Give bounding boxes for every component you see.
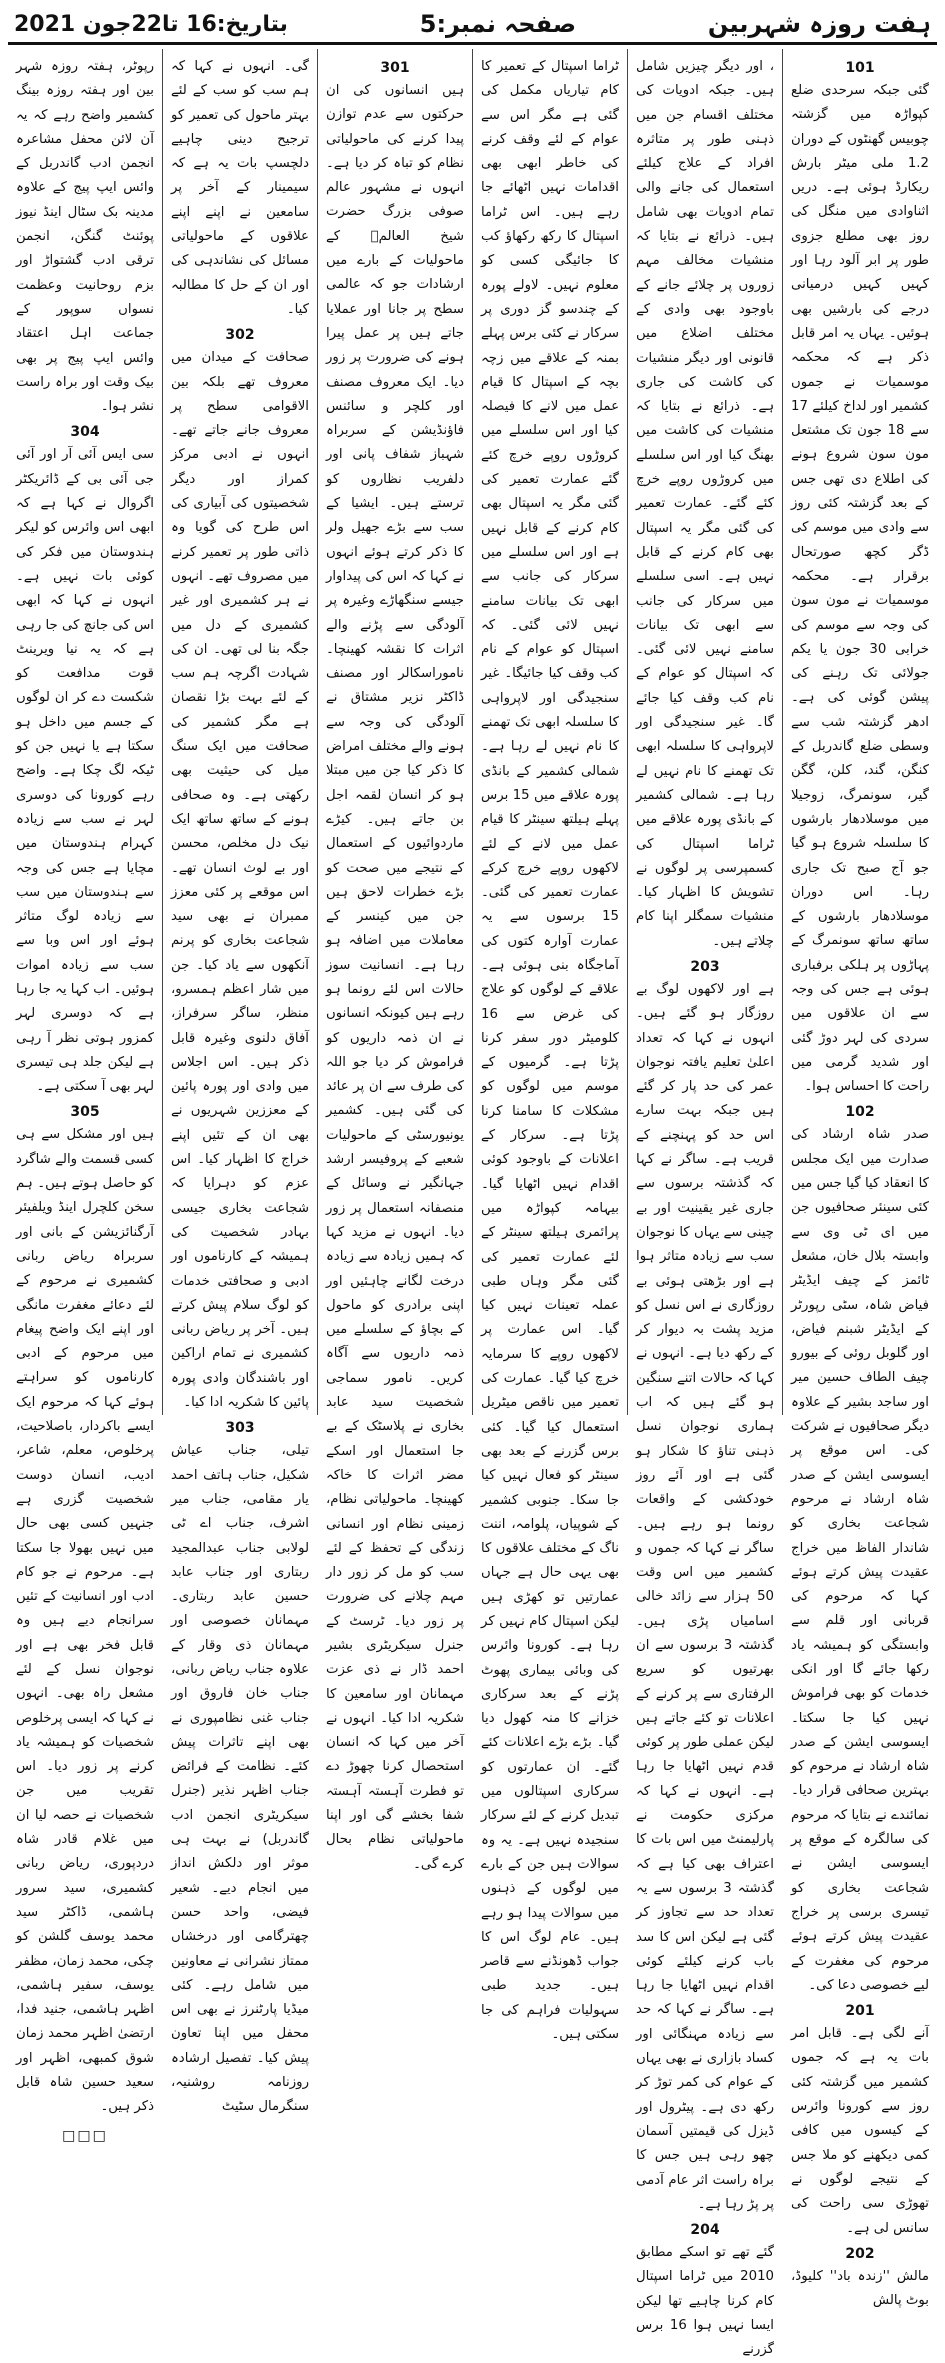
column-5 [162, 49, 317, 2115]
article-paragraph: ٹراما اسپتال کے تعمیر کا کام تیاریاں مکمل کی گئی ہے مگر اس سے عوام کے لئے وقف کرنے کی خاطر ابھی بھی اقدامات نہیں اٹھائے جا رہے ہیں۔ اس ٹراما اسپتال کا رکھ رکھاؤ کب کا جائیگی کسی کو معلوم نہیں۔ لاولے پورہ کے چندسو گز دوری پر سرکار نے کئی برس پہلے بمنہ کے علاقے میں زچہ بچہ کے اسپتال کا قیام عمل میں لانے کا فیصلہ کیا اور اس سلسلے میں کروڑوں روپے خرچ کئے گئے عمارت تعمیر کی گئی مگر یہ اسپتال بھی کام کرنے کے قابل نہیں ہے اور اس سلسلے میں سرکار کی جانب سے ابھی تک بیانات سامنے نہیں لائی گئی۔ کہ اسپتال کو عوام کے نام کب وقف کیا جائیگا۔ غیر سنجیدگی اور لاپرواہی کا سلسلہ ابھی تک تھمنے کا نام نہیں لے رہا ہے۔ شمالی کشمیر کے بانڈی پورہ علاقے میں 15 برس پہلے ہیلتھ سینٹر کا قیام عمل میں لانے کے لئے لاکھوں روپے خرچ کرکے عمارت تعمیر کی گئی۔ 15 برسوں سے یہ عمارت آوارہ کتوں کی آماجگاہ بنی ہوئی ہے۔ علاقے کے لوگوں کو علاج کی غرض سے 16 کلومیٹر دور سفر کرنا پڑتا ہے۔ گرمیوں کے موسم میں لوگوں کو مشکلات کا سامنا کرنا پڑتا ہے۔ سرکار کے اعلانات کے باوجود کوئی اقدام نہیں اٹھایا گیا۔ بیہامہ کپواڑہ میں پرائمری ہیلتھ سینٹر کے لئے عمارت تعمیر کی گئی مگر وہاں طبی عملہ تعینات نہیں کیا گیا۔ اس عمارت پر لاکھوں روپے کا سرمایہ خرچ کیا گیا۔ عمارت کی تعمیر میں ناقص میٹریل استعمال کیا گیا۔ کئی برس گزرنے کے بعد بھی سینٹر کو فعال نہیں کیا جا سکا۔ جنوبی کشمیر کے شوپیاں، پلوامہ، اننت ناگ کے مختلف علاقوں کا بھی یہی حال ہے جہاں عمارتیں تو کھڑی ہیں لیکن اسپتال کام نہیں کر رہا ہے۔ کورونا وائرس کی وبائی بیماری پھوٹ پڑنے کے بعد سرکاری خزانے کا منہ کھول دیا گیا۔ بڑے بڑے اعلانات کئے گئے۔ ان عمارتوں کو سرکاری اسپتالوں میں تبدیل کرنے کے لئے سرکار سنجیدہ نہیں ہے۔ یہ وہ سوالات ہیں جن کے بارے میں لوگوں کے ذہنوں میں سوالات پیدا ہو رہے ہیں۔ عام لوگ اس کا جواب ڈھونڈنے سے قاصر ہیں۔ جدید طبی سہولیات فراہم کی جا سکتی ہیں۔ [481, 59, 619, 2043]
article-paragraph: ہیں انسانوں کی ان حرکتوں سے عدم توازن پیدا کرنے کی ماحولیاتی نظام کو تباہ کر دیا ہے۔ انہوں نے مشہور عالم صوفی بزرگ حضرت شیخ العالمؒ کے ماحولیات کے بارے میں ارشادات جو کہ عالمی سطح پر جانا اور عملایا جاتے ہیں پر عمل پیرا ہونے کی ضرورت پر زور دیا۔ ایک معروف مصنف اور کلچر و سائنس فاؤنڈیشن کے سربراہ شہباز شفاف پانی اور دلفریب نظاروں کو ترستے ہیں۔ ایشیا کے سب سے بڑے جھیل ولر کا ذکر کرتے ہوئے انہوں نے کہا کہ اس کی پیداوار جیسے سنگھاڑے وغیرہ پر آلودگی سے پڑنے والے اثرات کا نقشہ کھینچا۔ ناموراسکالر اور مصنف ڈاکٹر نزیر مشتاق نے آلودگی کی وجہ سے ہونے والے مختلف امراض کا ذکر کیا جن میں مبتلا ہو کر انسان لقمہ اجل بن جاتے ہیں۔ کیڑے ماردوائیوں کے استعمال کے نتیجے میں صحت کو بڑے خطرات لاحق ہیں جن میں کینسر کے معاملات میں اضافہ ہو رہا ہے۔ انسانیت سوز حالات اس لئے رونما ہو رہے ہیں کیونکہ انسانوں نے ان ذمہ داریوں کو فراموش کر دیا جو اللہ کی طرف سے ان پر عائد کی گئی ہیں۔ کشمیر یونیورسٹی کے ماحولیات شعبے کے پروفیسر ارشد جہانگیر نے وسائل کے منصفانہ استعمال پر زور دیا۔ انہوں نے مزید کہا کہ ہمیں زیادہ سے زیادہ درخت لگانے چاہئیں اور اپنی برادری کو ماحول کے بچاؤ کے سلسلے میں ذمہ داریوں سے آگاہ کریں۔ نامور سماجی شخصیت سید عابد بخاری نے پلاسٹک کے بے جا استعمال اور اسکے مضر اثرات کا خاکہ کھینچا۔ ماحولیاتی نظام، زمینی نظام اور انسانی زندگی کے تحفظ کے لئے سب کو مل کر زور دار مہم چلانے کی ضرورت پر زور دیا۔ ٹرسٹ کے جنرل سیکریٹری بشیر احمد ڈار نے ذی عزت مہمانان اور سامعین کا شکریہ ادا کیا۔ انہوں نے آخر میں کہا کہ انسان استحصال کرنا چھوڑ دے تو فطرت آہستہ آہستہ شفا بخشے گی اور اپنا ماحولیاتی نظام بحال کرے گی۔ [326, 83, 464, 1872]
section-number: 202 [845, 2245, 875, 2262]
section-number: 301 [380, 60, 410, 76]
article-paragraph: ہے اور لاکھوں لوگ بے روزگار ہو گئے ہیں۔ انہوں نے کہا کہ تعداد اعلیٰ تعلیم یافتہ نوجوان عمر کی حد پار کر گئے ہیں جبکہ بہت سارے اس حد کو پہنچنے کے قریب ہے۔ ساگر نے کہا کہ گذشتہ برسوں سے جاری غیر یقینیت اور بے چینی سے یہاں کا نوجوان سب سے زیادہ متاثر ہوا ہے اور بڑھتی ہوئی بے روزگاری نے اس نسل کو مزید پشت بہ دیوار کر کے رکھ دیا ہے۔ انہوں نے کہا کہ حالات اتنے سنگین ہو گئے ہیں کہ اب ہماری نوجوان نسل ذہنی تناؤ کا شکار ہو گئی ہے اور آئے روز خودکشی کے واقعات رونما ہو رہے ہیں۔ ساگر نے کہا کہ جموں و کشمیر میں اس وقت 50 ہزار سے زائد خالی اسامیاں پڑی ہیں۔ گذشتہ 3 برسوں سے ان بھرتیوں کو سریع الرفتاری سے پر کرنے کے اعلانات تو کئے جاتے ہیں لیکن عملی طور پر کوئی قدم نہیں اٹھایا جا رہا ہے۔ انہوں نے کہا کہ مرکزی حکومت نے پارلیمنٹ میں اس بات کا اعتراف بھی کیا ہے کہ گذشتہ 3 برسوں سے یہ تعداد حد سے تجاوز کر گئی ہے لیکن اس کا سد باب کرنے کیلئے کوئی اقدام نہیں اٹھایا جا رہا ہے۔ ساگر نے کہا کہ حد سے زیادہ مہنگائی اور کساد بازاری نے بھی یہاں کے عوام کی کمر توڑ کر رکھ دی ہے۔ پیٹرول اور ڈیزل کی قیمتیں آسمان چھو رہی ہیں جس کا براہ راست اثر عام آدمی پر پڑ رہا ہے۔ [636, 981, 775, 2212]
article-paragraph: ہیں اور مشکل سے ہی کسی قسمت والے شاگرد کو حاصل ہوتے ہیں۔ ہم سخن کلچرل اینڈ ویلفیئر آرگنائزیشن کے بانی اور سربراہ ریاض ربانی کشمیری نے مرحوم کے لئے دعائے مغفرت مانگی اور اپنے ایک واضح پیغام میں مرحوم کے ادبی کارناموں کو سراہتے ہوئے کہا کہ مرحوم ایک ایسے باکردار، باصلاحیت، پرخلوص، معلم، شاعر، ادیب، انسان دوست شخصیت گزری ہے جنہیں کسی بھی حال میں نہیں بھولا جا سکتا ہے۔ مرحوم نے جو کام ادب اور انسانیت کے تئیں سرانجام دیے ہیں وہ قابل فخر بھی ہے اور نوجوان نسل کے لئے مشعل راہ بھی۔ انہوں نے کہا کہ ایسی پرخلوص شخصیات کو ہمیشہ یاد کرنے پر زور دیا۔ اس تقریب میں جن شخصیات نے حصہ لیا ان میں غلام قادر شاہ دردپوری، ریاض ربانی کشمیری، سید سرور ہاشمی، ڈاکٹر سید محمد یوسف گلشن کو چکی، محمد زمان، مظفر یوسف، سفیر ہاشمی، اظہر ہاشمی، جنید فدا، ارتضیٰ اظہر محمد زمان شوق کمبھی، اظہر اور سعید حسین شاہ قابل ذکر ہیں۔ [16, 1127, 154, 2115]
issue-date: بتاریخ:16 تا22جون 2021 [14, 11, 288, 37]
masthead [8, 6, 937, 45]
article-columns [8, 49, 937, 2358]
article-paragraph: گئے تھے تو اسکے مطابق 2010 میں ٹراما اسپتال کام کرنا چاہیے تھا لیکن ایسا نہیں ہوا 16 برس گزرنے [636, 2245, 774, 2358]
column-2 [627, 49, 782, 2358]
column-6 [8, 49, 162, 2144]
section-number: 101 [845, 60, 875, 76]
page-number: صفحہ نمبر:5 [419, 10, 577, 38]
article-paragraph: رپوٹر، ہفتہ روزہ شہر بین اور ہفتہ روزہ بینگ کشمیر واضح رہے کہ یہ آن لائن محفل مشاعرہ انجمن ادب گاندربل کے وائس ایپ پیج کے علاوہ مدینہ بک سٹال اینڈ نیوز پوئنٹ گنگن، انجمن ترقی ادب گشتواڑ اور بزم روحانیت وعظمت نسواں سوپور کے جماعت اہل اعتقاد وائس ایپ پیج پر بھی بیک وقت اور براہ راست نشر ہوا۔ [16, 59, 154, 415]
section-number: 305 [70, 1104, 100, 1121]
column-4 [317, 49, 472, 1872]
section-number: 304 [70, 424, 100, 441]
publication-title: ہفت روزہ شہربین [707, 10, 931, 38]
section-number: 302 [225, 327, 255, 344]
article-paragraph: صحافت کے میدان میں معروف تھے بلکہ بین الاقوامی سطح پر معروف جانے جاتے تھے۔ انہوں نے ادبی مرکز کمراز اور دیگر شخصیتوں کی آبیاری کی اس طرح کی گویا وہ ذاتی طور پر تعمیر کرنے میں مصروف تھے۔ انہوں نے ہر کشمیری اور غیر کشمیری کے دل میں جگہ بنا لی تھی۔ ان کی شہادت اگرچہ ہم سب کے لئے بہت بڑا نقصان ہے مگر کشمیر کی صحافت میں ایک سنگ میل کی حیثیت بھی رکھتی ہے۔ وہ صحافی ہونے کے ساتھ ساتھ ایک نیک دل مخلص، محسن اور بے لوث انسان تھے۔ اس موقعے پر کئی معزز ممبران نے بھی سید شجاعت بخاری کو پرنم آنکھوں سے یاد کیا۔ جن میں شار اعظم ہمسرو، منظر، ساگر سرفراز، آفاق دلنوی وغیرہ قابل ذکر ہیں۔ اس اجلاس میں وادی اور پورہ پائین کے معززین شہریوں نے بھی ان کے تئیں اپنے خراج کا اظہار کیا۔ اس عزم کو دہرایا کہ شجاعت بخاری جیسی بہادر شخصیت کی ہمیشہ کے کارناموں اور ادبی و صحافتی خدمات کو لوگ سلام پیش کرتے ہیں۔ آخر پر ریاض ربانی کشمیری نے تمام اراکین اور باشندگان وادی پورہ پائین کا شکریہ ادا کیا۔ [171, 350, 309, 1411]
article-paragraph: مالش ''زندہ باد'' کلیوڈ، بوٹ پالش [791, 2268, 929, 2309]
article-paragraph: گئی جبکہ سرحدی ضلع کپواڑہ میں گزشتہ چوبیس گھنٹوں کے دوران 1.2 ملی میٹر بارش ریکارڈ ہوئی ہے۔ دریں اثناوادی میں منگل کی روز بھی مطلع جزوی طور پر ابر آلود رہا اور کہیں کہیں درمیانی درجے کی بارشیں بھی ہوئیں۔ یہاں یہ امر قابل ذکر ہے کہ محکمہ موسمیات نے جموں کشمیر اور لداخ کیلئے 17 سے 18 جون تک مشتعل مون سون شروع ہونے کی اطلاع دی تھی جس کے بعد گزشتہ کئی روز سے وادی میں موسم کی ڈگر کچھ صورتحال برقرار ہے۔ محکمہ موسمیات نے مون سون کی وجہ سے موسم کی خرابی 30 جون یا یکم جولائی تک رہنے کی پیشن گوئی کی ہے۔ ادھر گزشتہ شب سے وسطی ضلع گاندربل کے کنگن، گند، کلن، گگن گیر، سونمرگ، زوجیلا میں موسلادھار بارشوں کا سلسلہ شروع ہو گیا جو آج صبح تک جاری رہا۔ اس دوران موسلادھار بارشوں کے ساتھ ساتھ سونمرگ کے پہاڑوں پر ہلکی برفباری ہوئی ہے جس کی وجہ سے ان علاقوں میں سردی کی لہر دوڑ گئی اور شدید گرمی میں راحت کا احساس ہوا۔ [791, 83, 929, 1095]
article-paragraph: تیلی، جناب عیاش شکیل، جناب ہاتف احمد یار مقامی، جناب میر اشرف، جناب اے ٹی لولابی جناب عبدالمجید ربتاری اور جناب عابد حسین عابد ربتاری۔ مہمانان خصوصی اور مہمانان ذی وقار کے علاوہ جناب ریاض ربانی، جناب خان فاروق اور جناب غنی نظامپوری نے بھی اپنے تاثرات پیش کئے۔ نظامت کے فرائض جناب اظہر نذیر (جنرل سیکریٹری انجمن ادب گاندربل) نے بہت ہی موثر اور دلکش انداز میں انجام دیے۔ شعیر فیضی، واحد حسن چھترگامی اور درخشاں ممتاز نشرانی نے معاونین میں شامل رہے۔ کئی میڈیا پارٹنرز نے بھی اس محفل میں اپنا تعاون پیش کیا۔ تفصیل ارشادہ روزنامہ روشنیہ، سنگرمال سٹیٹ [171, 1443, 309, 2115]
column-3 [472, 49, 627, 2043]
article-paragraph: صدر شاہ ارشاد کی صدارت میں ایک مجلس کا انعقاد کیا گیا جس میں کئی سینئر صحافیوں جن میں ای ٹی وی سے وابستہ بلال خان، مشعل ٹائمز کے چیف ایڈیٹر فیاض شاہ، سٹی رپورٹر کے ایڈیٹر شبنم فیاض، اور گلوبل روئی کے بیورو چیف الطاف حسین میر اور ساجد بشیر کے علاوہ دیگر صحافیوں نے شرکت کی۔ اس موقع پر ایسوسی ایشن کے صدر شاہ ارشاد نے مرحوم شجاعت بخاری کو شاندار الفاظ میں خراج عقیدت پیش کرتے ہوئے کہا کہ مرحوم کی قربانی اور قلم سے وابستگی کو ہمیشہ یاد رکھا جائے گا اور انکی خدمات کو بھی فراموش نہیں کیا جا سکتا۔ ایسوسی ایشن کے صدر شاہ ارشاد نے مرحوم کو بہترین صحافی قرار دیا۔ نمائندے نے بتایا کہ مرحوم کی سالگرہ کے موقع پر ایسوسی ایشن نے شجاعت بخاری کو تیسری برسی پر خراج عقیدت پیش کرتے ہوئے مرحوم کی مغفرت کے لیے خصوصی دعا کی۔ [791, 1127, 929, 1993]
article-paragraph: گی۔ انہوں نے کہا کہ ہم سب کو سب کے لئے بہتر ماحول کی تعمیر کو ترجیح دینی چاہیے دلچسپ بات یہ ہے کہ سیمینار کے آخر پر سامعین نے اپنے اپنے علاقوں کے ماحولیاتی مسائل کی نشاندہی کی اور ان کے حل کا مطالبہ کیا۔ [171, 59, 309, 317]
column-1 [782, 49, 937, 2309]
section-number: 201 [845, 2003, 875, 2020]
end-of-page-marker: □□□ [62, 2127, 108, 2144]
section-number: 204 [690, 2222, 720, 2239]
article-paragraph: ، اور دیگر چیزیں شامل ہیں۔ جبکہ ادویات کی مختلف اقسام جن میں ذہنی طور پر متاثرہ افراد کے علاج کیلئے استعمال کی جانے والی تمام ادویات بھی شامل ہیں۔ ذرائع نے بتایا کہ منشیات مخالف مہم زوروں پر چلائے جانے کے باوجود بھی وادی کے مختلف اضلاع میں قانونی اور دیگر منشیات کی کاشت کی جاری ہے۔ ذرائع نے بتایا کہ منشیات کی کاشت میں بھنگ کیا اور اس سلسلے میں کروڑوں روپے خرچ کئے گئے۔ عمارت تعمیر کی گئی مگر یہ اسپتال بھی کام کرنے کے قابل نہیں ہے۔ اسی سلسلے میں سرکار کی جانب سے ابھی تک بیانات سامنے نہیں لائی گئی۔ کہ اسپتال کو عوام کے نام کب وقف کیا جائے گا۔ غیر سنجیدگی اور لاپرواہی کا سلسلہ ابھی تک تھمنے کا نام نہیں لے رہا ہے۔ شمالی کشمیر کے بانڈی پورہ علاقے میں ٹراما اسپتال کی کسمپرسی پر لوگوں نے تشویش کا اظہار کیا۔ منشیات سمگلر اپنا کام چلاتے ہیں۔ [636, 59, 774, 949]
section-number: 203 [690, 958, 720, 975]
article-paragraph: سی ایس آئی آر اور آئی جی آئی بی کے ڈائریکٹر اگروال نے کہا ہے کہ ابھی اس وائرس کو لیکر ہندوستان میں فکر کی کوئی بات نہیں ہے۔ انہوں نے کہا کہ ابھی اس کی جانچ کی جا رہی ہے کہ یہ نیا ویرینٹ قوت مدافعت کو شکست دے کر ان لوگوں کے جسم میں داخل ہو سکتا ہے یا نہیں جن کو ٹیکہ لگ چکا ہے۔ واضح رہے کورونا کی دوسری لہر نے سب سے زیادہ کہرام ہندوستان میں مچایا ہے جس کی وجہ سے ہندوستان میں سب سے زیادہ لوگ متاثر ہوئے اور اس وبا سے سب سے زیادہ اموات ہوئیں۔ اب کہا یہ جا رہا ہے کہ دوسری لہر کمزور ہوتی نظر آ رہی ہے لیکن جلد ہی تیسری لہر بھی آ سکتی ہے۔ [15, 447, 154, 1095]
section-number: 102 [845, 1104, 875, 1121]
article-paragraph: آنے لگی ہے۔ قابل امر بات یہ ہے کہ جموں کشمیر میں گزشتہ کئی روز سے کورونا وائرس کے کیسوں میں کافی کمی دیکھنے کو ملا جس کے نتیجے لوگوں نے تھوڑی سی راحت کی سانس لی ہے۔ [791, 2026, 929, 2236]
section-number: 303 [225, 1420, 255, 1437]
